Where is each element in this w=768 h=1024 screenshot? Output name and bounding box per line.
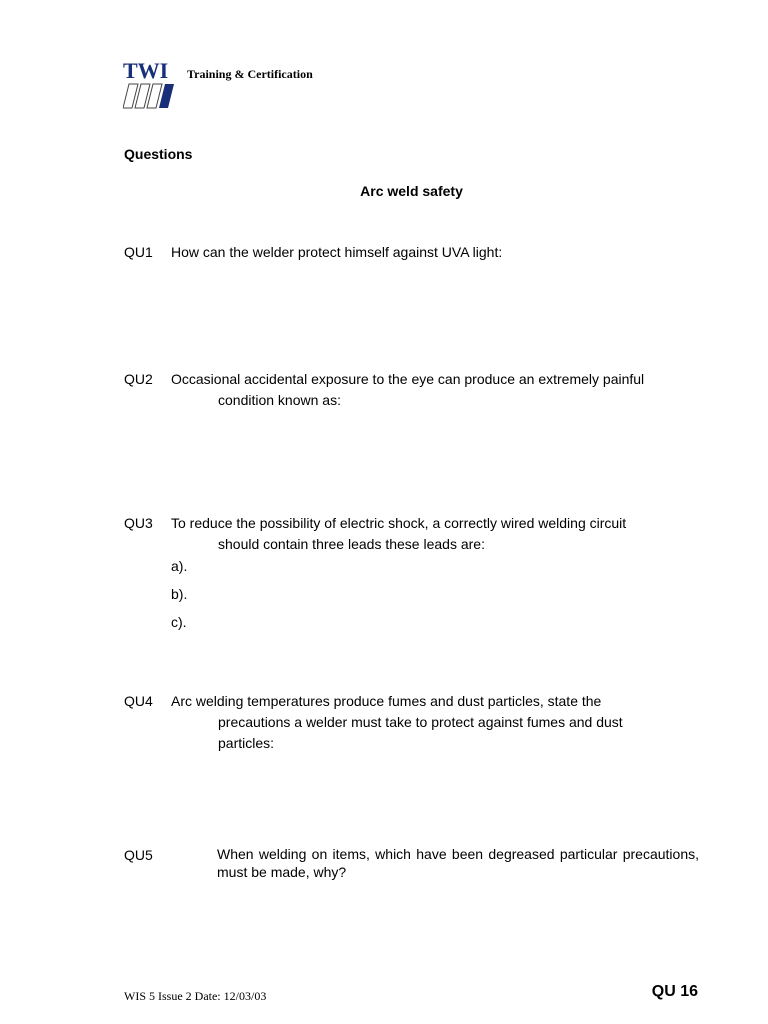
question-text-line: To reduce the possibility of electric shock, a correctly wired welding circuit (171, 515, 627, 531)
question-text-line: should contain three leads these leads are: (218, 536, 485, 552)
question-number: QU4 (124, 693, 153, 709)
question-number: QU5 (124, 847, 153, 863)
question-text-line: precautions a welder must take to protect against fumes and dust (218, 714, 623, 730)
question-number: QU3 (124, 515, 153, 531)
question-text: When welding on items, which have been degreased particular precautions, must be made, why? (217, 846, 699, 880)
twi-stripes-icon (123, 82, 179, 110)
logo-text: TWI (123, 58, 169, 83)
page-number: QU 16 (651, 983, 698, 1000)
answer-option-a: a). (171, 558, 188, 574)
answer-option-b: b). (171, 586, 188, 602)
question-text-line: Arc welding temperatures produce fumes and dust particles, state the (171, 693, 602, 709)
footer-issue-date: WIS 5 Issue 2 Date: 12/03/03 (124, 989, 267, 1003)
question-text-line: condition known as: (218, 392, 341, 408)
question-number: QU2 (124, 371, 153, 387)
page-title: Arc weld safety (360, 183, 463, 199)
question-text (171, 691, 711, 754)
tagline: Training & Certification (187, 67, 313, 81)
question-text-line: particles: (218, 735, 275, 751)
question-text: How can the welder protect himself against UVA light: (171, 244, 503, 260)
answer-option-c: c). (171, 614, 187, 630)
section-heading: Questions (124, 146, 193, 162)
question-number: QU1 (124, 244, 153, 260)
question-text (171, 369, 711, 411)
question-text-line: Occasional accidental exposure to the eye can produce an extremely painful (171, 371, 645, 387)
question-text (171, 513, 711, 555)
twi-logo (123, 60, 183, 112)
